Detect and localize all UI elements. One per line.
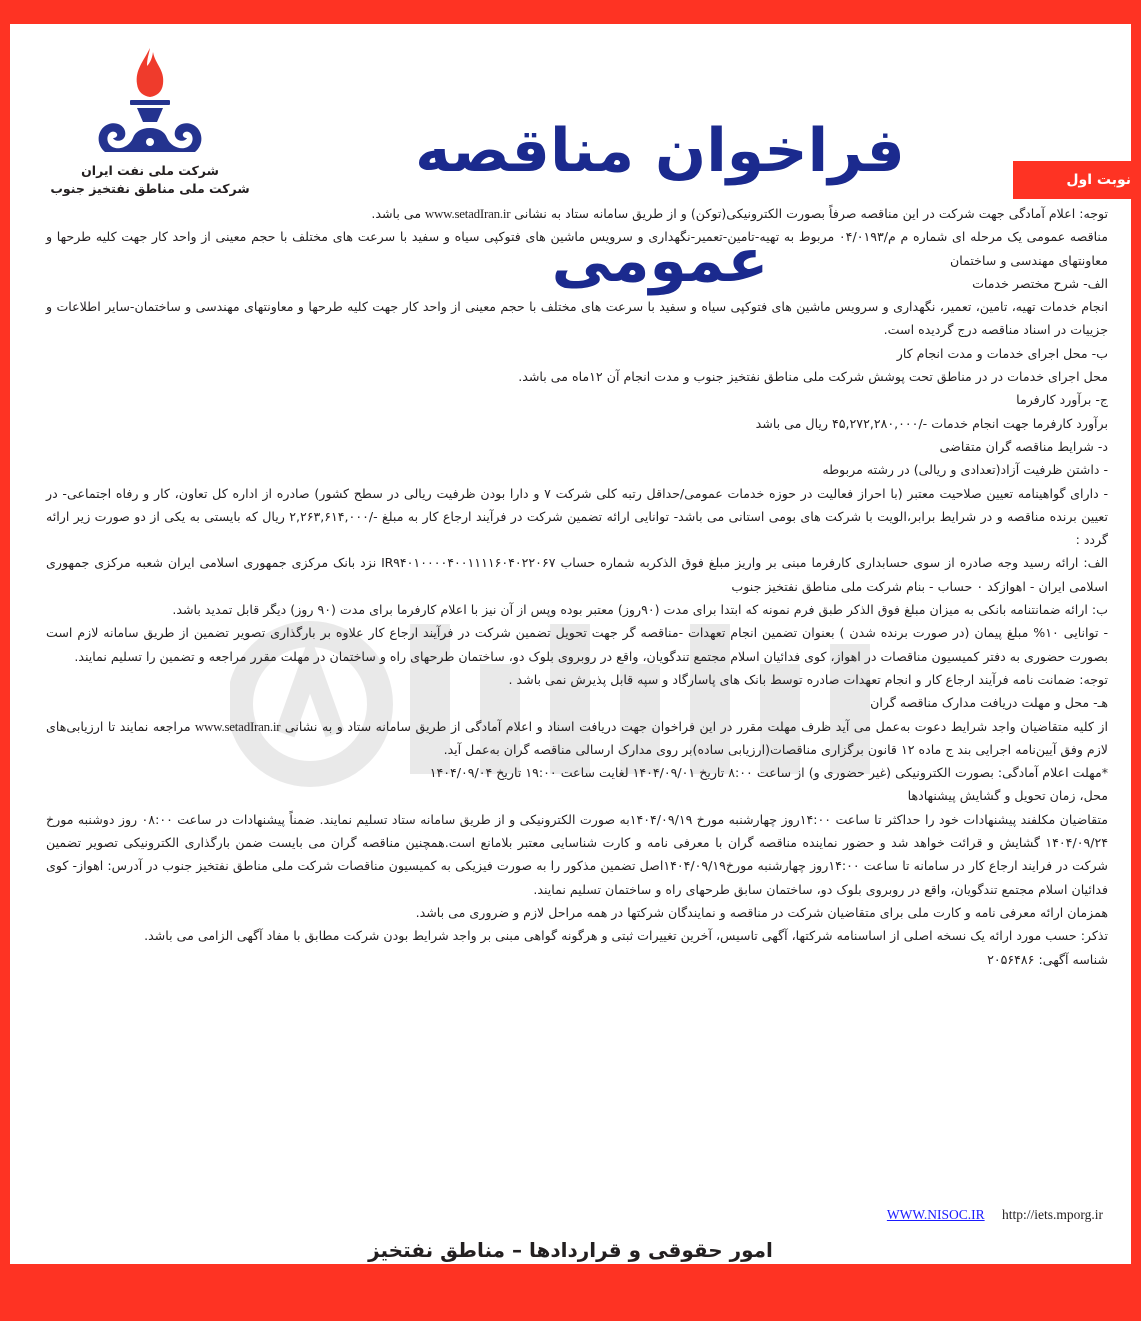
page-title: فراخوان مناقصه عمومی <box>415 116 905 296</box>
notice-body <box>46 202 1108 971</box>
setad-url-text: www.setadIran.ir <box>424 206 511 221</box>
section-d-item: - داشتن ظرفیت آزاد(تعدادی و ریالی) در رشته مربوطه <box>822 462 1108 478</box>
first-publication-badge: نوبت اول <box>1013 161 1141 199</box>
id-card-note: همزمان ارائه معرفی نامه و کارت ملی برای متقاضیان شرکت در مناقصه و نمایندگان شرکتها در همه مراحل لازم و ضروری می باشد. <box>415 904 1108 920</box>
section-b-title: ب- محل اجرای خدمات و مدت انجام کار <box>896 345 1108 361</box>
section-f-title: محل، زمان تحویل و گشایش پیشنهادها <box>907 788 1108 804</box>
section-c-title: ج- برآورد کارفرما <box>1016 392 1108 408</box>
electronic-notice: توجه: اعلام آمادگی جهت شرکت در این مناقصه صرفاً بصورت الکترونیکی(توکن) و از طریق سامانه ستاد به نشانی www.setadIran.ir می باشد. <box>371 206 1108 221</box>
banks-note: توجه: ضمانت نامه فرآیند ارجاع کار و انجام تعهدات صادره توسط بانک های پاسارگاد و سپه قابل پذیرش نمی باشد . <box>508 671 1108 687</box>
section-d-title: د- شرایط مناقصه گران متقاضی <box>939 438 1108 454</box>
section-b-text: محل اجرای خدمات در در مناطق تحت پوشش شرکت ملی مناطق نفتخیز جنوب و مدت انجام آن ۱۲ماه می باشد. <box>518 369 1108 385</box>
section-f-text: متقاضیان مکلفند پیشنهادات خود را حداکثر تا ساعت ۱۴:۰۰روز چهارشنبه مورخ ۱۴۰۴/۰۹/۱۹به صورت الکترونیکی و از طریق سامانه ستاد تسلیم نمایند. ضمناً پیشنهادات در ساعت ۰۸:۰۰ روز دوشنبه مورخ ۱۴۰۴/۰۹/۲۴ گشایش و قرائت خواهد شد و حضور نماینده مناقصه گران با معرفی نامه و کارت شناسایی معتبر بلامانع است.همچنین مناقصه گران می بایست ضمن بارگذاری الکترونیکی تصویر تضمین شرکت در فرایند ارجاع کار در سامانه تا ساعت ۱۴:۰۰روز چهارشنبه مورخ۱۴۰۴/۰۹/۱۹اصل تضمین مذکور را به صورت فیزیکی به کمیسیون مناقصات شرکت ملی مناطق نفتخیز جنوب در آدرس: اهواز- کوی فدائیان اسلام مجتمع تندگویان، واقع در روبروی بلوک دو، ساختمان سابق طرحهای راه و ساختمان تسلیم نمایند. <box>46 811 1109 897</box>
section-c-text: برآورد کارفرما جهت انجام خدمات -/۴۵,۲۷۲,۲۸۰,۰۰۰ ریال می باشد <box>755 415 1108 431</box>
tender-intro: مناقصه عمومی یک مرحله ای شماره م م/۰۴/۰۱۹۳ مربوط به تهیه-تامین-تعمیر-نگهداری و سرویس ماشین های فتوکپی سیاه و سفید با سرعت های مختلف با حجم معینی از واحد کار جهت کلیه طرحها و معاونتهای مهندسی و ساختمان <box>46 229 1108 268</box>
nisoc-link[interactable]: WWW.NISOC.IR <box>886 1207 985 1222</box>
section-e-text: از کلیه متقاضیان واجد شرایط دعوت به‌عمل می آید ظرف مهلت مقرر در این فراخوان جهت دریافت اسناد و اعلام آمادگی از طریق سامانه ستاد و به نشانی www.setadIran.ir مراجعه نمایند تا ارزیابی‌های لازم وفق آیین‌نامه اجرایی بند ج ماده ۱۲ قانون برگزاری مناقصات(ارزیابی ساده)بر روی مدارک ارسالی مناقصه گران به‌عمل آید. <box>46 718 1108 757</box>
logo-company-subname: شرکت ملی مناطق نفتخیز جنوب <box>50 181 250 196</box>
nioc-logo <box>50 44 250 219</box>
nioc-flame-emblem-icon <box>95 44 205 162</box>
setad-url-text: www.setadIran.ir <box>194 718 281 734</box>
section-a-title: الف- شرح مختصر خدمات <box>972 275 1108 291</box>
footer-signature: امور حقوقی و قراردادها – مناطق نفتخیز <box>368 1238 773 1262</box>
guarantee-option-a: الف: ارائه رسید وجه صادره از سوی حسابداری کارفرما مبنی بر واریز مبلغ فوق الذکربه شماره حساب IR۹۴۰۱۰۰۰۰۴۰۰۱۱۱۱۶۰۴۰۲۲۰۶۷ نزد بانک مرکزی جمهوری اسلامی ایران شعبه مرکزی جمهوری اسلامی ایران - اهوازکد ۰ حساب - بنام شرکت ملی مناطق نفتخیز جنوب <box>46 555 1108 594</box>
section-d-item: - دارای گواهینامه تعیین صلاحیت معتبر (با احراز فعالیت در حوزه خدمات عمومی/حداقل رتبه کلی شرکت ۷ و دارا بودن ظرفیت ریالی در سطح کشور) صادره از اداره کل تعاون، کار و رفاه اجتماعی- در تعیین برنده مناقصه و در شرایط برابر،الویت با شرکت های بومی استانی می باشد- توانایی ارائه تضمین شرکت در فرآیند ارجاع کار به مبلغ -/۲,۲۶۳,۶۱۴,۰۰۰ ریال که بایستی به یکی از دو صورت زیر ارائه گردد : <box>46 485 1109 548</box>
readiness-deadline: *مهلت اعلام آمادگی: بصورت الکترونیکی (غیر حضوری و) از ساعت ۸:۰۰ تاریخ ۱۴۰۴/۰۹/۰۱ لغایت ساعت ۱۹:۰۰ تاریخ ۱۴۰۴/۰۹/۰۴ <box>429 765 1108 781</box>
section-e-title: هـ- محل و مهلت دریافت مدارک مناقصه گران <box>870 695 1108 711</box>
ad-identifier: شناسه آگهی: ۲۰۵۶۴۸۶ <box>987 951 1108 967</box>
website-links <box>887 1207 1103 1223</box>
reminder-note: تذکر: حسب مورد ارائه یک نسخه اصلی از اساسنامه شرکتها، آگهی تاسیس، آخرین تغییرات ثبتی و هرگونه گواهی مبنی بر واجد شرایط بودن شرکت مطابق با مفاد آگهی الزامی می باشد. <box>144 928 1108 944</box>
performance-guarantee: - توانایی ۱۰% مبلغ پیمان (در صورت برنده شدن ) بعنوان تضمین انجام تعهدات -مناقصه گر جهت تحویل تضمین شرکت در فرآیند ارجاع کار علاوه بر بارگذاری تصویر تضمین از طریق سامانه لازم است بصورت حضوری به دفتر کمیسیون مناقصات در اهواز، کوی فدائیان اسلام مجتمع تندگویان، واقع در روبروی بلوک دو، ساختمان طرحهای راه و ساختمان در مهلت مقرر مراجعه و تضمین را تسلیم نمایند. <box>46 625 1109 664</box>
iets-link[interactable]: http://iets.mporg.ir <box>1002 1207 1103 1222</box>
section-a-text: انجام خدمات تهیه، تامین، تعمیر، نگهداری و سرویس ماشین های فتوکپی سیاه و سفید با سرعت های مختلف با حجم معینی از واحد کار جهت کلیه طرحها و معاونتهای مهندسی و ساختمان-سایر اطلاعات و جزییات در اسناد مناقصه درج گردیده است. <box>46 299 1108 338</box>
logo-company-name: شرکت ملی نفت ایران <box>81 163 219 178</box>
guarantee-option-b: ب: ارائه ضمانتنامه بانکی به میزان مبلغ فوق الذکر طبق فرم نمونه که ابتدا برای مدت (۹۰روز) معتبر بوده وپس از آن نیز با اعلام کارفرما برای مدت (۹۰ روز) دیگر قابل تمدید باشد. <box>172 602 1108 618</box>
